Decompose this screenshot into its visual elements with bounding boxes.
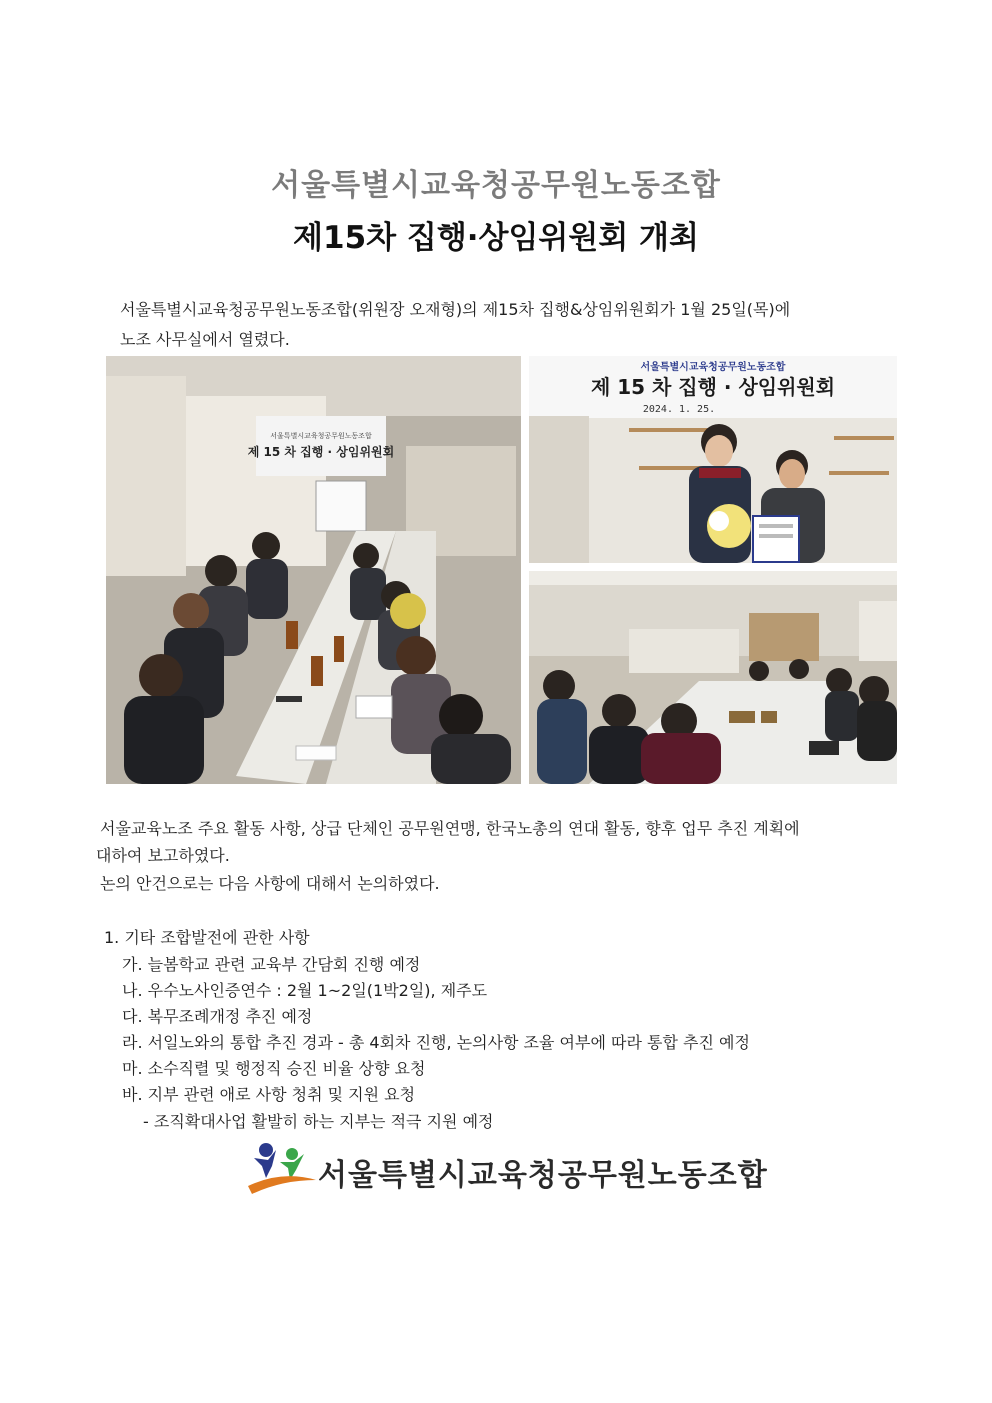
award-banner-date: 2024. 1. 25. bbox=[642, 404, 716, 415]
meeting-photo-main bbox=[106, 356, 521, 784]
agenda-item: 다. 복무조례개정 추진 예정 bbox=[122, 1007, 313, 1026]
room-banner-title: 제 15 차 집행 · 상임위원회 bbox=[247, 445, 395, 459]
agenda-item: 바. 지부 관련 애로 사항 청취 및 지원 요청 bbox=[122, 1085, 416, 1104]
agenda-item: 가. 늘봄학교 관련 교육부 간담회 진행 예정 bbox=[122, 955, 421, 974]
union-logo-text: 서울특별시교육청공무원노동조합 bbox=[318, 1158, 768, 1193]
union-logo-icon bbox=[246, 1140, 318, 1196]
award-banner-title: 제 15 차 집행 · 상임위원회 bbox=[590, 375, 836, 399]
body-line-2: 대하여 보고하였다. bbox=[96, 846, 230, 865]
meeting-photo-table bbox=[529, 571, 897, 784]
agenda-heading: 1. 기타 조합발전에 관한 사항 bbox=[104, 928, 310, 947]
room-banner-org: 서울특별시교육청공무원노동조합 bbox=[270, 432, 372, 440]
body-line-1: 서울교육노조 주요 활동 사항, 상급 단체인 공무원연맹, 한국노총의 연대 활동, 향후 업무 추진 계획에 bbox=[100, 819, 800, 838]
agenda-item: 마. 소수직렬 및 행정직 승진 비율 상향 요청 bbox=[122, 1059, 426, 1078]
intro-line-1: 서울특별시교육청공무원노동조합(위원장 오재형)의 제15차 집행&상임위원회가 1월 25일(목)에 bbox=[120, 300, 791, 319]
agenda-subitem: - 조직확대사업 활발히 하는 지부는 적극 지원 예정 bbox=[143, 1112, 494, 1131]
body-line-3: 논의 안건으로는 다음 사항에 대해서 논의하였다. bbox=[100, 874, 440, 893]
intro-line-2: 노조 사무실에서 열렸다. bbox=[120, 330, 290, 349]
agenda-item: 라. 서일노와의 통합 추진 경과 - 총 4회차 진행, 논의사항 조율 여부에 따라 통합 추진 예정 bbox=[122, 1033, 750, 1052]
award-photo bbox=[529, 356, 897, 563]
award-banner-org: 서울특별시교육청공무원노동조합 bbox=[640, 362, 786, 373]
page-title: 제15차 집행·상임위원회 개최 bbox=[293, 220, 699, 256]
org-subtitle: 서울특별시교육청공무원노동조합 bbox=[271, 168, 721, 203]
agenda-item: 나. 우수노사인증연수 : 2월 1~2일(1박2일), 제주도 bbox=[122, 981, 488, 1000]
